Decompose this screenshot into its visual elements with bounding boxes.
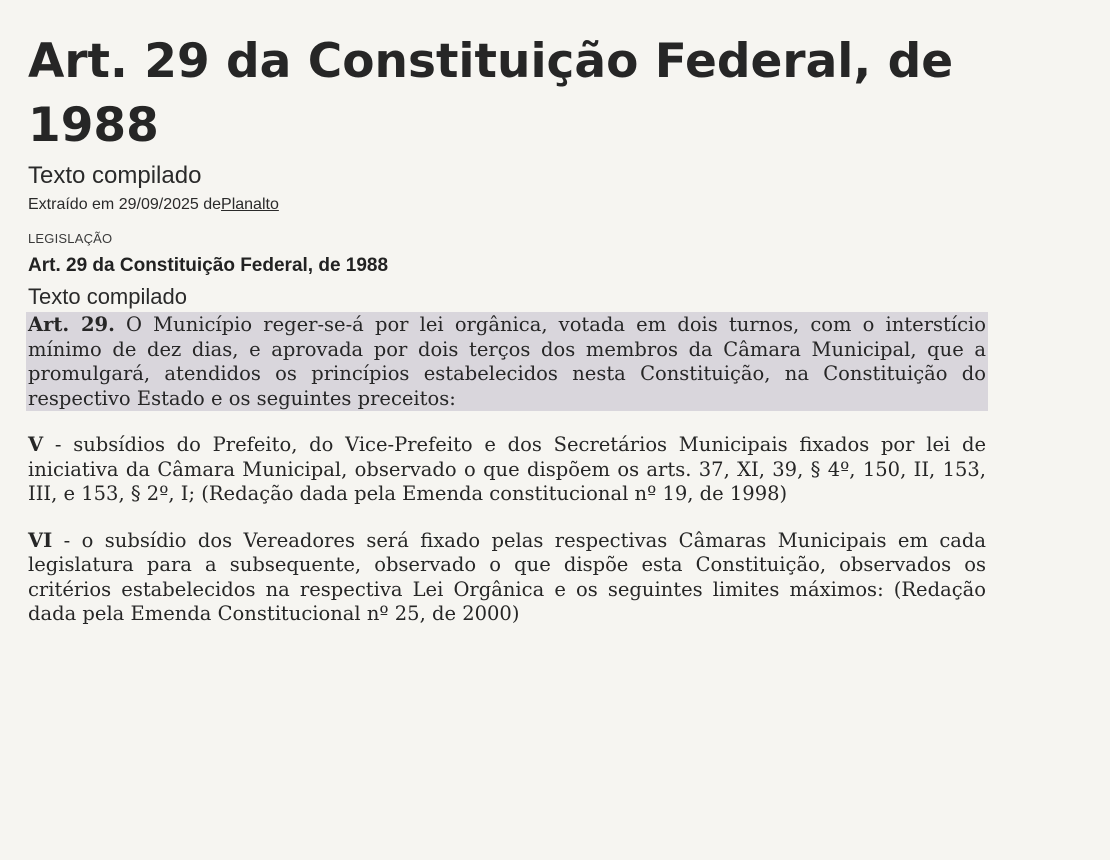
section-heading: Art. 29 da Constituição Federal, de 1988 bbox=[28, 255, 389, 276]
extraction-date-text: Extraído em 29/09/2025 de bbox=[28, 196, 222, 213]
article-caput-text: O Município reger-se-á por lei orgânica, votada em dois turnos, com o interstício mínimo de dez dias, e aprovada por dois terços dos membros da Câmara Municipal, que a promulgará, atendidos os princípios estabelecidos nesta Constituição, na Constituição do respectivo Estado e os seguintes preceitos: bbox=[28, 313, 986, 410]
page-title: Art. 29 da Constituição Federal, de 1988 bbox=[28, 34, 954, 153]
clause-vi-number: VI bbox=[28, 528, 53, 552]
clause-v bbox=[28, 433, 986, 507]
document-page bbox=[28, 30, 1088, 627]
section-label: LEGISLAÇÃO bbox=[28, 231, 113, 246]
clause-vi-text: - o subsídio dos Vereadores será fixado pelas respectivas Câmaras Municipais em cada legislatura para a subsequente, observado o que dispõe esta Constituição, observados os critérios estabelecidos na respectiva Lei Orgânica e os seguintes limites máximos: (Redação dada pela Emenda Constitucional nº 25, de 2000) bbox=[28, 528, 986, 625]
extraction-note bbox=[28, 194, 1088, 216]
planalto-link[interactable]: Planalto bbox=[221, 196, 279, 213]
clause-v-number: V bbox=[28, 433, 44, 456]
clause-vi bbox=[28, 529, 986, 627]
clause-v-text: - subsídios do Prefeito, do Vice-Prefeito e dos Secretários Municipais fixados por lei de iniciativa da Câmara Municipal, observado o que dispõem os arts. 37, XI, 39, § 4º, 150, II, 153, III, e 153, § 2º, I; (Redação dada pela Emenda constitucional nº 19, de 1998) bbox=[28, 433, 986, 505]
article-number: Art. 29. bbox=[28, 313, 115, 336]
section-subtitle: Texto compilado bbox=[28, 284, 187, 309]
article-caput bbox=[26, 312, 988, 411]
page-subtitle: Texto compilado bbox=[28, 162, 202, 189]
